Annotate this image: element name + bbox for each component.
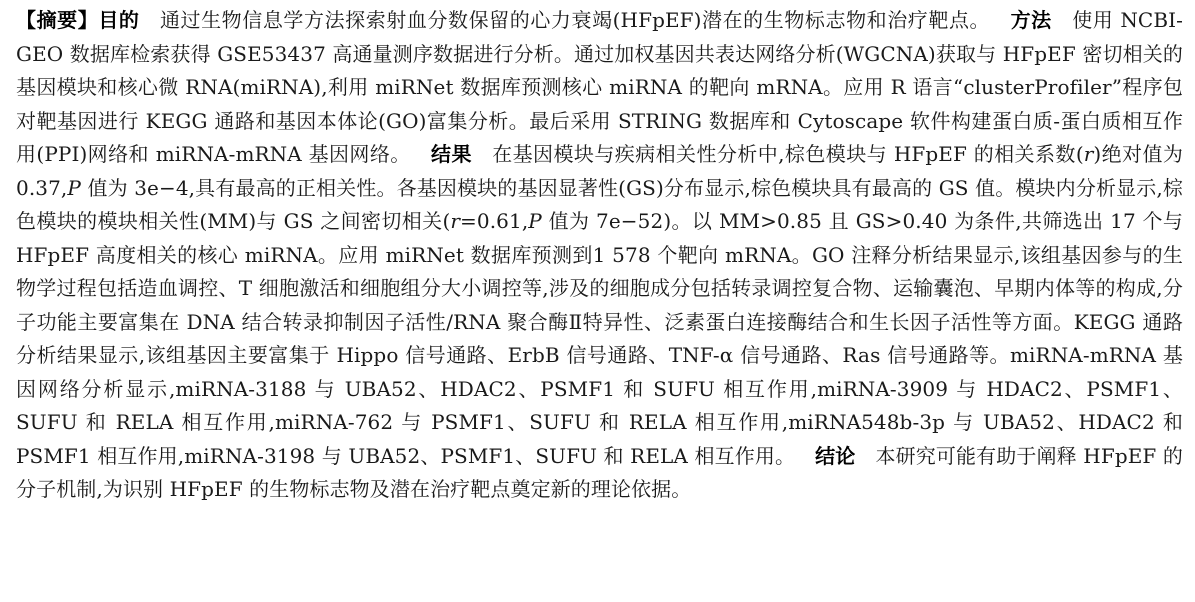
r-symbol: r — [1083, 142, 1094, 166]
results-text-part4: =0.61, — [460, 209, 529, 233]
objective-text: 通过生物信息学方法探索射血分数保留的心力衰竭(HFpEF)潜在的生物标志物和治疗靶点。 — [159, 8, 991, 32]
p-symbol-2: P — [528, 209, 542, 233]
methods-text: 使用 NCBI-GEO 数据库检索获得 GSE53437 高通量测序数据进行分析。通过加权基因共表达网络分析(WGCNA)获取与 HFpEF 密切相关的基因模块和核心微 RNA(miRNA),利用 miRNet 数据库预测核心 miRNA 的靶向 mRNA。应用 R 语言“clusterProfiler”程序包对靶基因进行 KEGG 通路和基因本体论(GO)富集分析。最后采用 STRING 数据库和 Cytoscape 软件构建蛋白质-蛋白质相互作用(PPI)网络和 miRNA-mRNA 基因网络。 — [16, 8, 1183, 166]
results-text-part5: 值为 7e−52)。以 MM>0.85 且 GS>0.40 为条件,共筛选出 17 个与 HFpEF 高度相关的核心 miRNA。应用 miRNet 数据库预测到1 578 个靶向 mRNA。GO 注释分析结果显示,该组基因参与的生物学过程包括造血调控、T 细胞激活和细胞组分大小调控等,涉及的细胞成分包括转录调控复合物、运输囊泡、早期内体等的构成,分子功能主要富集在 DNA 结合转录抑制因子活性/RNA 聚合酶Ⅱ特异性、泛素蛋白连接酶结合和生长因子活性等方面。KEGG 通路分析结果显示,该组基因主要富集于 Hippo 信号通路、ErbB 信号通路、TNF-α 信号通路、Ras 信号通路等。miRNA-mRNA 基因网络分析显示,miRNA-3188 与 UBA52、HDAC2、PSMF1 和 SUFU 相互作用,miRNA-3909 与 HDAC2、PSMF1、SUFU 和 RELA 相互作用,miRNA-762 与 PSMF1、SUFU 和 RELA 相互作用,miRNA548b-3p 与 UBA52、HDAC2 和 PSMF1 相互作用,miRNA-3198 与 UBA52、PSMF1、SUFU 和 RELA 相互作用。 — [16, 209, 1183, 468]
conclusion-text: 本研究可能有助于阐释 HFpEF 的分子机制,为识别 HFpEF 的生物标志物及潜在治疗靶点奠定新的理论依据。 — [16, 443, 1183, 501]
results-text-part1: 在基因模块与疾病相关性分析中,棕色模块与 HFpEF 的相关系数( — [491, 142, 1084, 166]
p-symbol: P — [67, 175, 81, 200]
results-label: 结果 — [430, 142, 472, 166]
conclusion-label: 结论 — [815, 443, 856, 468]
results-text-part2: )绝对值为 0.37, — [16, 142, 1184, 200]
r-symbol-2: r — [450, 209, 461, 233]
abstract-paragraph — [16, 4, 1183, 507]
results-text-part3: 值为 3e−4,具有最高的正相关性。各基因模块的基因显著性(GS)分布显示,棕色模块具有最高的 GS 值。模块内分析显示,棕色模块的模块相关性(MM)与 GS 之间密切相关( — [16, 175, 1183, 233]
abstract-label: 【摘要】 — [16, 8, 99, 32]
methods-label: 方法 — [1010, 8, 1052, 32]
objective-label: 目的 — [98, 8, 140, 32]
